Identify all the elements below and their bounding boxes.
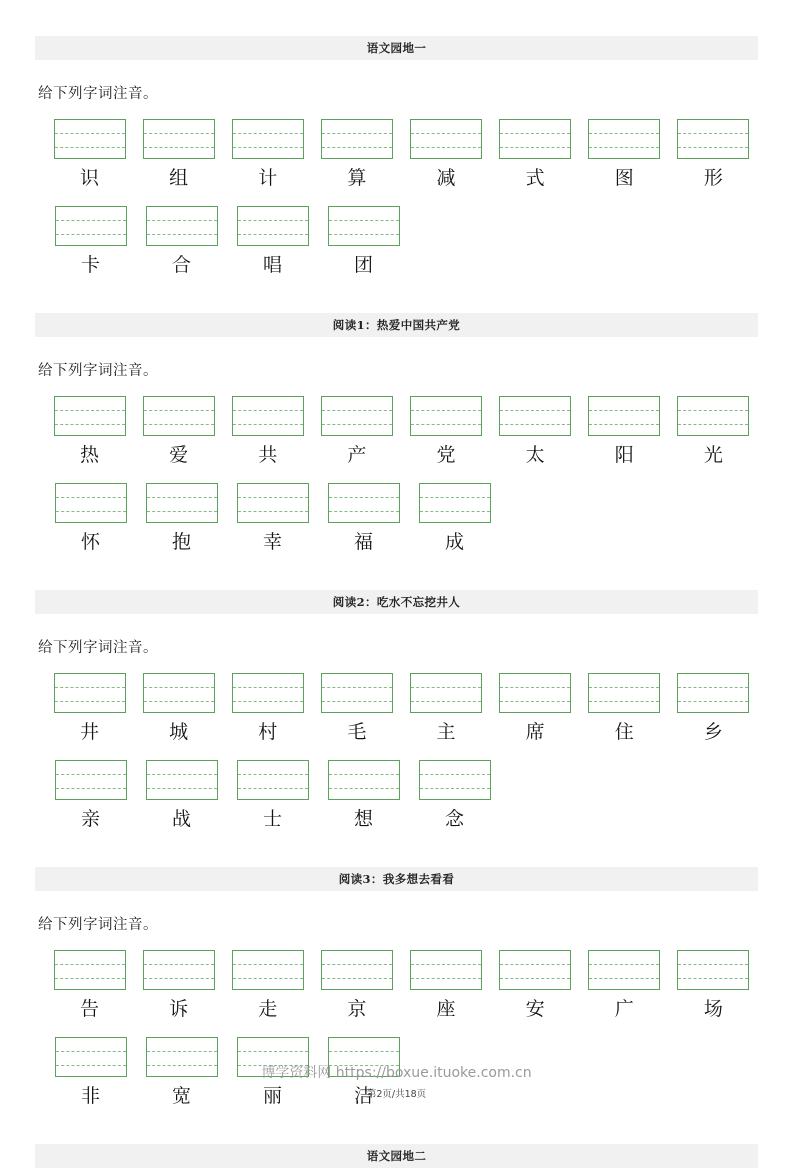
character-label: 城 bbox=[169, 721, 189, 743]
pinyin-guide-line bbox=[678, 964, 748, 965]
character-label: 式 bbox=[525, 167, 545, 189]
pinyin-guide-line bbox=[411, 424, 481, 425]
pinyin-guide-line bbox=[147, 220, 217, 221]
character-label: 丽 bbox=[262, 1085, 282, 1107]
character-cell bbox=[312, 396, 401, 467]
pinyin-answer-box[interactable] bbox=[143, 673, 215, 713]
character-label: 组 bbox=[169, 167, 189, 189]
section-header bbox=[35, 1144, 758, 1168]
character-row bbox=[45, 206, 758, 277]
pinyin-guide-line bbox=[500, 687, 570, 688]
section-title: 语文园地二 bbox=[366, 1149, 427, 1163]
pinyin-guide-line bbox=[55, 147, 125, 148]
pinyin-guide-line bbox=[56, 234, 126, 235]
character-cell bbox=[318, 206, 409, 277]
worksheet-section bbox=[35, 590, 758, 831]
pinyin-guide-line bbox=[144, 133, 214, 134]
pinyin-answer-box[interactable] bbox=[588, 119, 660, 159]
section-title: 阅读3：我多想去看看 bbox=[338, 872, 455, 886]
character-label: 识 bbox=[80, 167, 100, 189]
footer bbox=[0, 1062, 793, 1082]
pinyin-guide-line bbox=[500, 978, 570, 979]
pinyin-answer-box[interactable] bbox=[54, 396, 126, 436]
pinyin-answer-box[interactable] bbox=[54, 119, 126, 159]
pinyin-answer-box[interactable] bbox=[321, 396, 393, 436]
pinyin-answer-box[interactable] bbox=[410, 119, 482, 159]
pinyin-guide-line bbox=[238, 234, 308, 235]
pinyin-answer-box[interactable] bbox=[410, 950, 482, 990]
pinyin-guide-line bbox=[56, 1051, 126, 1052]
character-label: 形 bbox=[703, 167, 723, 189]
pinyin-answer-box[interactable] bbox=[499, 119, 571, 159]
pinyin-guide-line bbox=[144, 687, 214, 688]
character-row bbox=[45, 483, 758, 554]
character-cell bbox=[223, 119, 312, 190]
character-label: 共 bbox=[258, 444, 278, 466]
worksheet-section bbox=[35, 36, 758, 277]
pinyin-guide-line bbox=[678, 133, 748, 134]
character-label: 诉 bbox=[169, 998, 189, 1020]
character-cell bbox=[134, 396, 223, 467]
character-label: 计 bbox=[258, 167, 278, 189]
pinyin-answer-box[interactable] bbox=[54, 950, 126, 990]
character-cell bbox=[580, 673, 669, 744]
character-cell bbox=[223, 950, 312, 1021]
pinyin-guide-line bbox=[233, 410, 303, 411]
character-label: 想 bbox=[353, 808, 373, 830]
character-cell bbox=[318, 483, 409, 554]
character-label: 抱 bbox=[171, 531, 191, 553]
pinyin-answer-box[interactable] bbox=[419, 483, 491, 523]
character-cell bbox=[223, 673, 312, 744]
character-label: 非 bbox=[80, 1085, 100, 1107]
pinyin-answer-box[interactable] bbox=[328, 483, 400, 523]
character-row bbox=[45, 396, 758, 467]
character-cell bbox=[134, 119, 223, 190]
pinyin-guide-line bbox=[678, 978, 748, 979]
pinyin-guide-line bbox=[500, 964, 570, 965]
pinyin-guide-line bbox=[55, 978, 125, 979]
pinyin-guide-line bbox=[411, 701, 481, 702]
pinyin-answer-box[interactable] bbox=[499, 950, 571, 990]
character-label: 广 bbox=[614, 998, 634, 1020]
character-label: 合 bbox=[171, 254, 191, 276]
page-number: 第2页/共18页 bbox=[366, 1089, 427, 1100]
character-label: 福 bbox=[353, 531, 373, 553]
character-label: 唱 bbox=[262, 254, 282, 276]
character-label: 洁 bbox=[353, 1085, 373, 1107]
pinyin-guide-line bbox=[55, 410, 125, 411]
character-label: 战 bbox=[171, 808, 191, 830]
character-row bbox=[45, 673, 758, 744]
character-cell bbox=[227, 483, 318, 554]
character-label: 场 bbox=[703, 998, 723, 1020]
character-cell bbox=[136, 206, 227, 277]
character-cell bbox=[402, 119, 491, 190]
pinyin-answer-box[interactable] bbox=[232, 673, 304, 713]
pinyin-guide-line bbox=[411, 133, 481, 134]
character-label: 住 bbox=[614, 721, 634, 743]
character-cell bbox=[45, 673, 134, 744]
pinyin-guide-line bbox=[322, 133, 392, 134]
pinyin-guide-line bbox=[322, 424, 392, 425]
section-title: 阅读1：热爱中国共产党 bbox=[332, 318, 461, 332]
pinyin-guide-line bbox=[329, 774, 399, 775]
pinyin-guide-line bbox=[55, 964, 125, 965]
pinyin-guide-line bbox=[500, 147, 570, 148]
pinyin-guide-line bbox=[233, 147, 303, 148]
pinyin-answer-box[interactable] bbox=[237, 483, 309, 523]
pinyin-answer-box[interactable] bbox=[146, 760, 218, 800]
pinyin-guide-line bbox=[589, 133, 659, 134]
pinyin-guide-line bbox=[144, 964, 214, 965]
character-cell bbox=[223, 396, 312, 467]
character-cell bbox=[669, 396, 758, 467]
instruction-text: 给下列字词注音。 bbox=[38, 917, 158, 933]
character-label: 卡 bbox=[80, 254, 100, 276]
section-header bbox=[35, 313, 758, 337]
pinyin-answer-box[interactable] bbox=[499, 673, 571, 713]
pinyin-guide-line bbox=[500, 701, 570, 702]
pinyin-guide-line bbox=[147, 1051, 217, 1052]
character-label: 井 bbox=[80, 721, 100, 743]
character-cell bbox=[45, 119, 134, 190]
character-row bbox=[45, 950, 758, 1021]
character-label: 爱 bbox=[169, 444, 189, 466]
character-row bbox=[45, 119, 758, 190]
pinyin-guide-line bbox=[322, 687, 392, 688]
pinyin-guide-line bbox=[147, 511, 217, 512]
pinyin-guide-line bbox=[329, 511, 399, 512]
pinyin-guide-line bbox=[144, 410, 214, 411]
pinyin-answer-box[interactable] bbox=[677, 673, 749, 713]
pinyin-guide-line bbox=[500, 424, 570, 425]
character-label: 图 bbox=[614, 167, 634, 189]
pinyin-guide-line bbox=[144, 978, 214, 979]
character-cell bbox=[669, 119, 758, 190]
pinyin-guide-line bbox=[56, 511, 126, 512]
character-cell bbox=[491, 119, 580, 190]
pinyin-guide-line bbox=[147, 234, 217, 235]
pinyin-answer-box[interactable] bbox=[677, 396, 749, 436]
character-label: 宽 bbox=[171, 1085, 191, 1107]
character-cell bbox=[402, 950, 491, 1021]
character-label: 热 bbox=[80, 444, 100, 466]
section-title: 阅读2：吃水不忘挖井人 bbox=[332, 595, 461, 609]
character-cell bbox=[669, 673, 758, 744]
character-cell bbox=[45, 483, 136, 554]
pinyin-guide-line bbox=[678, 410, 748, 411]
character-cell bbox=[45, 206, 136, 277]
pinyin-guide-line bbox=[238, 1051, 308, 1052]
section-header bbox=[35, 36, 758, 60]
pinyin-answer-box[interactable] bbox=[328, 206, 400, 246]
character-cell bbox=[580, 950, 669, 1021]
pinyin-guide-line bbox=[322, 701, 392, 702]
character-label: 算 bbox=[347, 167, 367, 189]
pinyin-guide-line bbox=[411, 978, 481, 979]
pinyin-guide-line bbox=[322, 147, 392, 148]
character-cell bbox=[491, 950, 580, 1021]
pinyin-answer-box[interactable] bbox=[410, 396, 482, 436]
character-cell bbox=[45, 760, 136, 831]
character-label: 京 bbox=[347, 998, 367, 1020]
character-label: 幸 bbox=[262, 531, 282, 553]
pinyin-guide-line bbox=[420, 774, 490, 775]
watermark-text: 博学资料网 https://boxue.ituoke.com.cn bbox=[261, 1065, 532, 1081]
character-cell bbox=[136, 760, 227, 831]
pinyin-guide-line bbox=[56, 497, 126, 498]
character-cell bbox=[134, 950, 223, 1021]
pinyin-guide-line bbox=[678, 701, 748, 702]
character-label: 乡 bbox=[703, 721, 723, 743]
character-cell bbox=[669, 950, 758, 1021]
pinyin-answer-box[interactable] bbox=[237, 206, 309, 246]
pinyin-guide-line bbox=[238, 788, 308, 789]
character-cell bbox=[45, 950, 134, 1021]
pinyin-guide-line bbox=[329, 497, 399, 498]
character-label: 阳 bbox=[614, 444, 634, 466]
character-label: 产 bbox=[347, 444, 367, 466]
pinyin-guide-line bbox=[589, 701, 659, 702]
pinyin-guide-line bbox=[322, 978, 392, 979]
character-label: 成 bbox=[444, 531, 464, 553]
section-header bbox=[35, 867, 758, 891]
worksheet-content bbox=[35, 36, 758, 1168]
pinyin-guide-line bbox=[147, 774, 217, 775]
character-cell bbox=[402, 673, 491, 744]
pinyin-guide-line bbox=[55, 701, 125, 702]
pinyin-answer-box[interactable] bbox=[143, 119, 215, 159]
pinyin-answer-box[interactable] bbox=[143, 396, 215, 436]
character-label: 怀 bbox=[80, 531, 100, 553]
character-cell bbox=[45, 396, 134, 467]
pinyin-guide-line bbox=[420, 497, 490, 498]
pinyin-guide-line bbox=[233, 687, 303, 688]
character-label: 安 bbox=[525, 998, 545, 1020]
character-row bbox=[45, 760, 758, 831]
character-label: 团 bbox=[353, 254, 373, 276]
character-label: 主 bbox=[436, 721, 456, 743]
character-label: 光 bbox=[703, 444, 723, 466]
character-label: 士 bbox=[262, 808, 282, 830]
pinyin-guide-line bbox=[238, 511, 308, 512]
pinyin-answer-box[interactable] bbox=[143, 950, 215, 990]
pinyin-guide-line bbox=[589, 410, 659, 411]
pinyin-guide-line bbox=[233, 133, 303, 134]
pinyin-guide-line bbox=[233, 701, 303, 702]
pinyin-guide-line bbox=[589, 687, 659, 688]
character-label: 念 bbox=[444, 808, 464, 830]
pinyin-guide-line bbox=[329, 788, 399, 789]
pinyin-guide-line bbox=[56, 774, 126, 775]
character-label: 亲 bbox=[80, 808, 100, 830]
pinyin-answer-box[interactable] bbox=[588, 396, 660, 436]
pinyin-answer-box[interactable] bbox=[55, 206, 127, 246]
pinyin-guide-line bbox=[56, 788, 126, 789]
character-cell bbox=[491, 396, 580, 467]
instruction-text: 给下列字词注音。 bbox=[38, 640, 158, 656]
character-cell bbox=[312, 119, 401, 190]
pinyin-guide-line bbox=[589, 964, 659, 965]
character-cell bbox=[227, 206, 318, 277]
pinyin-answer-box[interactable] bbox=[588, 950, 660, 990]
character-cell bbox=[227, 760, 318, 831]
character-label: 党 bbox=[436, 444, 456, 466]
character-label: 毛 bbox=[347, 721, 367, 743]
pinyin-guide-line bbox=[238, 774, 308, 775]
pinyin-guide-line bbox=[589, 978, 659, 979]
pinyin-guide-line bbox=[411, 147, 481, 148]
character-cell bbox=[312, 673, 401, 744]
pinyin-guide-line bbox=[411, 964, 481, 965]
pinyin-answer-box[interactable] bbox=[321, 673, 393, 713]
pinyin-answer-box[interactable] bbox=[321, 950, 393, 990]
character-label: 告 bbox=[80, 998, 100, 1020]
pinyin-guide-line bbox=[329, 220, 399, 221]
pinyin-answer-box[interactable] bbox=[410, 673, 482, 713]
pinyin-guide-line bbox=[238, 220, 308, 221]
pinyin-guide-line bbox=[589, 424, 659, 425]
pinyin-answer-box[interactable] bbox=[232, 950, 304, 990]
character-label: 村 bbox=[258, 721, 278, 743]
worksheet-section bbox=[35, 1144, 758, 1168]
pinyin-guide-line bbox=[329, 1051, 399, 1052]
pinyin-guide-line bbox=[233, 964, 303, 965]
pinyin-answer-box[interactable] bbox=[328, 760, 400, 800]
character-cell bbox=[580, 119, 669, 190]
worksheet-section bbox=[35, 313, 758, 554]
character-cell bbox=[491, 673, 580, 744]
character-label: 走 bbox=[258, 998, 278, 1020]
pinyin-answer-box[interactable] bbox=[321, 119, 393, 159]
pinyin-guide-line bbox=[329, 234, 399, 235]
character-label: 席 bbox=[525, 721, 545, 743]
pinyin-guide-line bbox=[678, 147, 748, 148]
character-label: 减 bbox=[436, 167, 456, 189]
character-cell bbox=[402, 396, 491, 467]
pinyin-guide-line bbox=[411, 687, 481, 688]
character-cell bbox=[136, 483, 227, 554]
pinyin-answer-box[interactable] bbox=[55, 483, 127, 523]
pinyin-answer-box[interactable] bbox=[146, 483, 218, 523]
pinyin-answer-box[interactable] bbox=[499, 396, 571, 436]
pinyin-guide-line bbox=[233, 424, 303, 425]
pinyin-guide-line bbox=[55, 133, 125, 134]
pinyin-guide-line bbox=[500, 410, 570, 411]
character-cell bbox=[134, 673, 223, 744]
pinyin-guide-line bbox=[147, 788, 217, 789]
pinyin-answer-box[interactable] bbox=[54, 673, 126, 713]
pinyin-guide-line bbox=[144, 147, 214, 148]
pinyin-guide-line bbox=[589, 147, 659, 148]
character-cell bbox=[580, 396, 669, 467]
character-cell bbox=[318, 760, 409, 831]
pinyin-guide-line bbox=[411, 410, 481, 411]
pinyin-answer-box[interactable] bbox=[146, 206, 218, 246]
character-cell bbox=[312, 950, 401, 1021]
pinyin-answer-box[interactable] bbox=[677, 950, 749, 990]
pinyin-guide-line bbox=[500, 133, 570, 134]
section-title: 语文园地一 bbox=[366, 41, 427, 55]
pinyin-guide-line bbox=[678, 424, 748, 425]
section-header bbox=[35, 590, 758, 614]
pinyin-guide-line bbox=[420, 511, 490, 512]
pinyin-answer-box[interactable] bbox=[232, 119, 304, 159]
pinyin-answer-box[interactable] bbox=[237, 760, 309, 800]
character-cell bbox=[409, 760, 500, 831]
character-label: 太 bbox=[525, 444, 545, 466]
pinyin-answer-box[interactable] bbox=[588, 673, 660, 713]
pinyin-guide-line bbox=[678, 687, 748, 688]
pinyin-guide-line bbox=[55, 687, 125, 688]
instruction-text: 给下列字词注音。 bbox=[38, 86, 158, 102]
pinyin-guide-line bbox=[147, 497, 217, 498]
pinyin-guide-line bbox=[56, 220, 126, 221]
character-cell bbox=[409, 483, 500, 554]
instruction-text: 给下列字词注音。 bbox=[38, 363, 158, 379]
pinyin-answer-box[interactable] bbox=[677, 119, 749, 159]
pinyin-answer-box[interactable] bbox=[55, 760, 127, 800]
pinyin-answer-box[interactable] bbox=[419, 760, 491, 800]
pinyin-guide-line bbox=[322, 410, 392, 411]
pinyin-guide-line bbox=[144, 424, 214, 425]
pinyin-guide-line bbox=[233, 978, 303, 979]
pinyin-guide-line bbox=[322, 964, 392, 965]
pinyin-answer-box[interactable] bbox=[232, 396, 304, 436]
character-label: 座 bbox=[436, 998, 456, 1020]
pinyin-guide-line bbox=[420, 788, 490, 789]
pinyin-guide-line bbox=[144, 701, 214, 702]
pinyin-guide-line bbox=[238, 497, 308, 498]
pinyin-guide-line bbox=[55, 424, 125, 425]
